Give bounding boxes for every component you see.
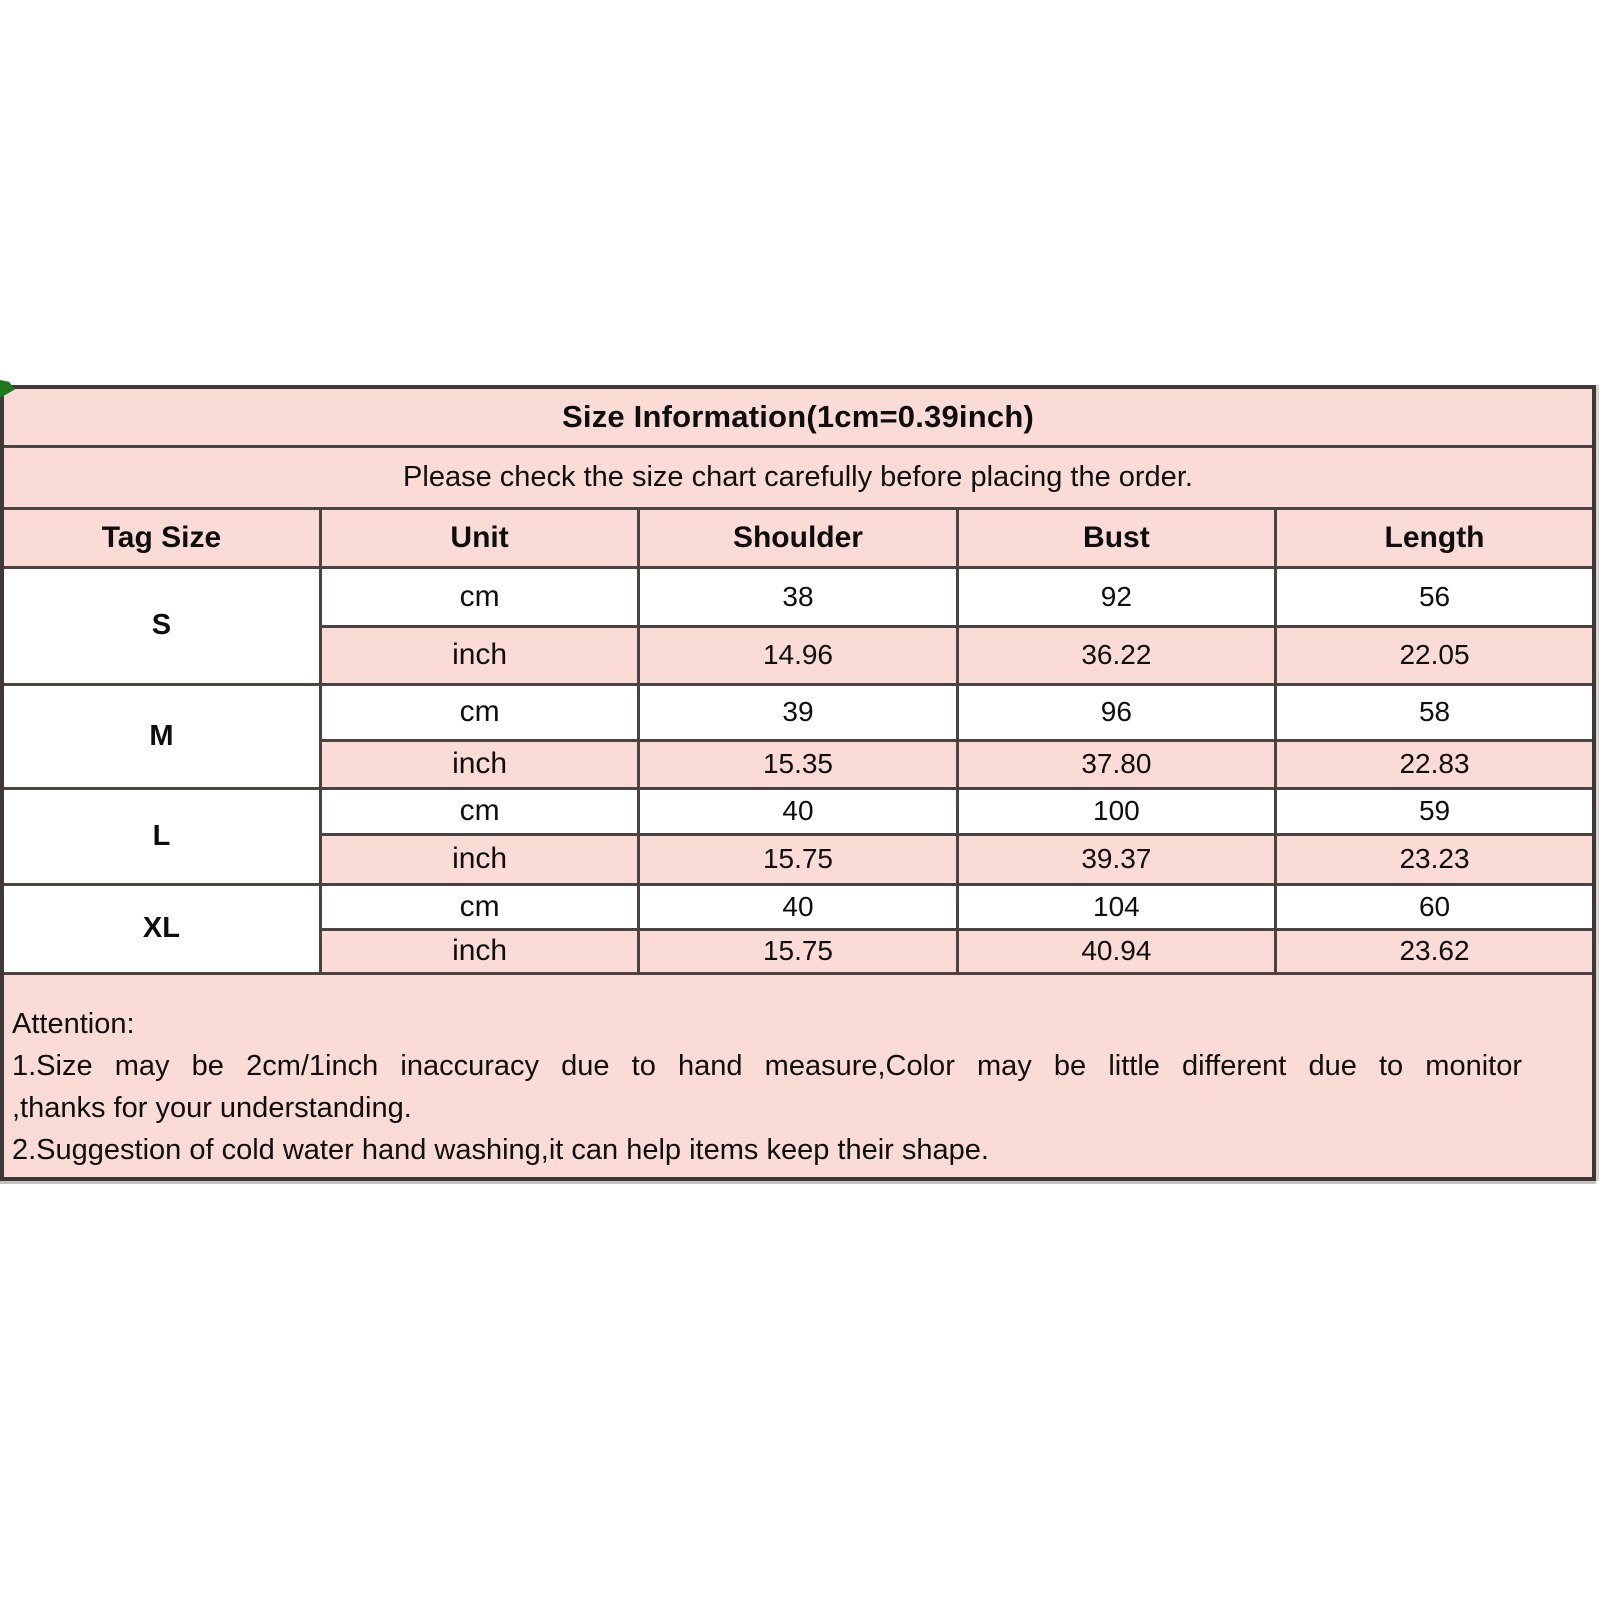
tag-size-l: L (2, 788, 320, 884)
cell-s-cm-bust: 92 (957, 567, 1275, 626)
cell-xl-cm-shoulder: 40 (639, 884, 957, 929)
cell-m-cm-shoulder: 39 (639, 684, 957, 740)
cell-s-cm-length: 56 (1276, 567, 1594, 626)
cell-m-inch-length: 22.83 (1276, 740, 1594, 788)
cell-l-cm-length: 59 (1276, 788, 1594, 834)
cell-l-inch-bust: 39.37 (957, 834, 1275, 884)
cell-s-inch-shoulder: 14.96 (639, 626, 957, 684)
table-row (2, 684, 1594, 740)
col-header-tag-size: Tag Size (2, 508, 320, 567)
unit-label-cm: cm (320, 884, 638, 929)
col-header-length: Length (1276, 508, 1594, 567)
unit-label-inch: inch (320, 626, 638, 684)
cell-s-inch-length: 22.05 (1276, 626, 1594, 684)
cell-m-inch-shoulder: 15.35 (639, 740, 957, 788)
cell-xl-inch-length: 23.62 (1276, 929, 1594, 973)
table-row (2, 567, 1594, 626)
col-header-unit: Unit (320, 508, 638, 567)
unit-label-cm: cm (320, 684, 638, 740)
unit-label-cm: cm (320, 567, 638, 626)
attention-heading: Attention: (12, 1007, 135, 1040)
col-header-shoulder: Shoulder (639, 508, 957, 567)
cell-xl-cm-length: 60 (1276, 884, 1594, 929)
cell-m-inch-bust: 37.80 (957, 740, 1275, 788)
unit-label-inch: inch (320, 834, 638, 884)
title-row (2, 387, 1594, 446)
cell-l-cm-bust: 100 (957, 788, 1275, 834)
cell-xl-cm-bust: 104 (957, 884, 1275, 929)
cell-l-inch-length: 23.23 (1276, 834, 1594, 884)
cell-xl-inch-bust: 40.94 (957, 929, 1275, 973)
cell-m-cm-length: 58 (1276, 684, 1594, 740)
cell-s-cm-shoulder: 38 (639, 567, 957, 626)
table-subtitle: Please check the size chart carefully before placing the order. (2, 446, 1594, 508)
attention-row (2, 973, 1594, 1179)
cell-s-inch-bust: 36.22 (957, 626, 1275, 684)
col-header-bust: Bust (957, 508, 1275, 567)
subtitle-row (2, 446, 1594, 508)
tag-size-m: M (2, 684, 320, 788)
table-title: Size Information(1cm=0.39inch) (2, 387, 1594, 446)
tag-size-xl: XL (2, 884, 320, 973)
attention-line-1: 1.Size may be 2cm/1inch inaccuracy due to hand measure,Color may be little different due to monitor (12, 1049, 1522, 1082)
cell-m-cm-bust: 96 (957, 684, 1275, 740)
cell-l-cm-shoulder: 40 (639, 788, 957, 834)
attention-line-3: 2.Suggestion of cold water hand washing,it can help items keep their shape. (12, 1133, 989, 1166)
attention-line-2: ,thanks for your understanding. (12, 1091, 412, 1124)
header-row (2, 508, 1594, 567)
tag-size-s: S (2, 567, 320, 684)
unit-label-cm: cm (320, 788, 638, 834)
unit-label-inch: inch (320, 740, 638, 788)
cell-l-inch-shoulder: 15.75 (639, 834, 957, 884)
unit-label-inch: inch (320, 929, 638, 973)
table-row (2, 788, 1594, 834)
table-row (2, 884, 1594, 929)
size-chart-table (0, 385, 1596, 1181)
cell-xl-inch-shoulder: 15.75 (639, 929, 957, 973)
attention-note (2, 973, 1594, 1179)
